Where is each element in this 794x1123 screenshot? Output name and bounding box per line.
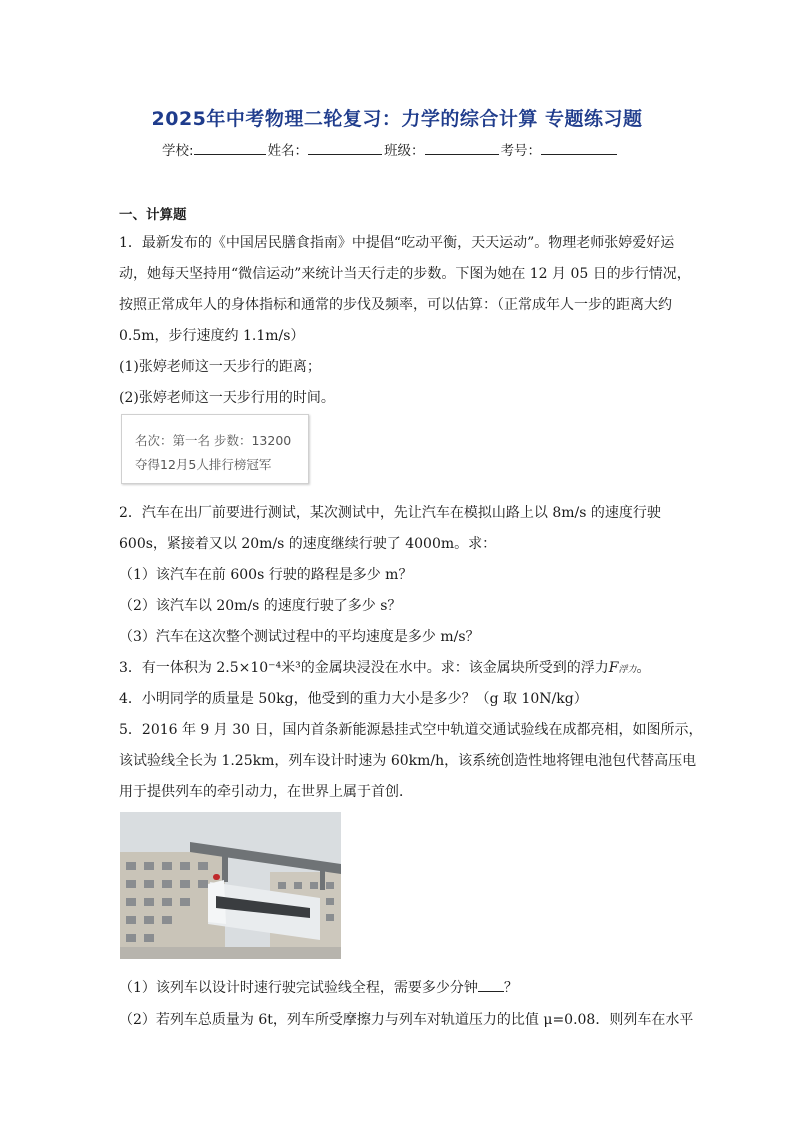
q5-sub1-end: ？: [503, 980, 518, 996]
q2-sub2: （2）该汽车以 20m/s 的速度行驶了多少 s？: [119, 598, 402, 614]
school-blank[interactable]: [194, 142, 266, 155]
screenshot-award-text: 夺得12月5人排行榜冠军: [135, 457, 272, 472]
exam-no-label: 考号：: [500, 143, 542, 159]
q3-end: 。: [636, 660, 651, 676]
q1-line3: 按照正常成年人的身体指标和通常的步伐及频率，可以估算：（正常成年人一步的距离大约: [119, 297, 672, 313]
q5-line1: 5．2016 年 9 月 30 日，国内首条新能源悬挂式空中轨道交通试验线在成都亮相，如图所示，: [119, 722, 703, 738]
q1-line1: 1．最新发布的《中国居民膳食指南》中提倡“吃动平衡，天天运动”。物理老师张婷爱好运: [119, 235, 675, 251]
q3-body: 3．有一体积为 2.5×10⁻⁴米³的金属块浸没在水中。求：该金属块所受到的浮力: [119, 660, 609, 676]
q4-text: 4．小明同学的质量是 50kg，他受到的重力大小是多少？（g 取 10N/kg）: [119, 691, 588, 707]
exam-no-blank[interactable]: [541, 142, 617, 155]
q3-force-subscript: 浮力: [618, 665, 637, 675]
q2-sub3: （3）汽车在这次整个测试过程中的平均速度是多少 m/s？: [119, 629, 480, 645]
q1-sub1: (1)张婷老师这一天步行的距离；: [119, 359, 321, 375]
q5-answer-blank[interactable]: [478, 979, 504, 992]
q2-line1: 2．汽车在出厂前要进行测试，某次测试中，先让汽车在模拟山路上以 8m/s 的速度行驶: [119, 505, 661, 521]
q2-sub1: （1）该汽车在前 600s 行驶的路程是多少 m？: [119, 567, 413, 583]
class-blank[interactable]: [425, 142, 499, 155]
student-info-row: [162, 139, 619, 159]
q5-sub2: （2）若列车总质量为 6t，列车所受摩擦力与列车对轨道压力的比值 μ=0.08．则列车在水平: [119, 1012, 694, 1028]
q5-line2: 该试验线全长为 1.25km，列车设计时速为 60km/h，该系统创造性地将锂电池包代替高压电: [119, 753, 697, 769]
q1-sub2: (2)张婷老师这一天步行用的时间。: [119, 390, 335, 406]
name-label: 姓名：: [267, 143, 309, 159]
q5-line3: 用于提供列车的牵引动力，在世界上属于首创．: [119, 784, 413, 800]
name-blank[interactable]: [308, 142, 382, 155]
school-label: 学校:: [162, 143, 194, 159]
section-heading: 一、计算题: [119, 207, 187, 223]
monorail-photo-illustration: [120, 812, 341, 959]
q3-force-symbol: F: [608, 660, 619, 676]
screenshot-rank-text: 名次：第一名 步数：13200: [135, 433, 292, 448]
q3-text: [119, 657, 651, 677]
page-title: 2025年中考物理二轮复习：力学的综合计算 专题练习题: [151, 108, 643, 130]
q5-sub1: [119, 977, 518, 997]
suspended-monorail-photo: [120, 812, 341, 959]
q1-line4: 0.5m，步行速度约 1.1m/s）: [119, 328, 305, 344]
class-label: 班级：: [384, 143, 425, 159]
q1-line2: 动，她每天坚持用“微信运动”来统计当天行走的步数。下图为她在 12 月 05 日的步行情况，: [119, 266, 691, 282]
q2-line2: 600s，紧接着又以 20m/s 的速度继续行驶了 4000m。求：: [119, 536, 497, 552]
q5-sub1-text: （1）该列车以设计时速行驶完试验线全程，需要多少分钟: [119, 980, 478, 996]
wechat-steps-screenshot: [121, 414, 309, 484]
